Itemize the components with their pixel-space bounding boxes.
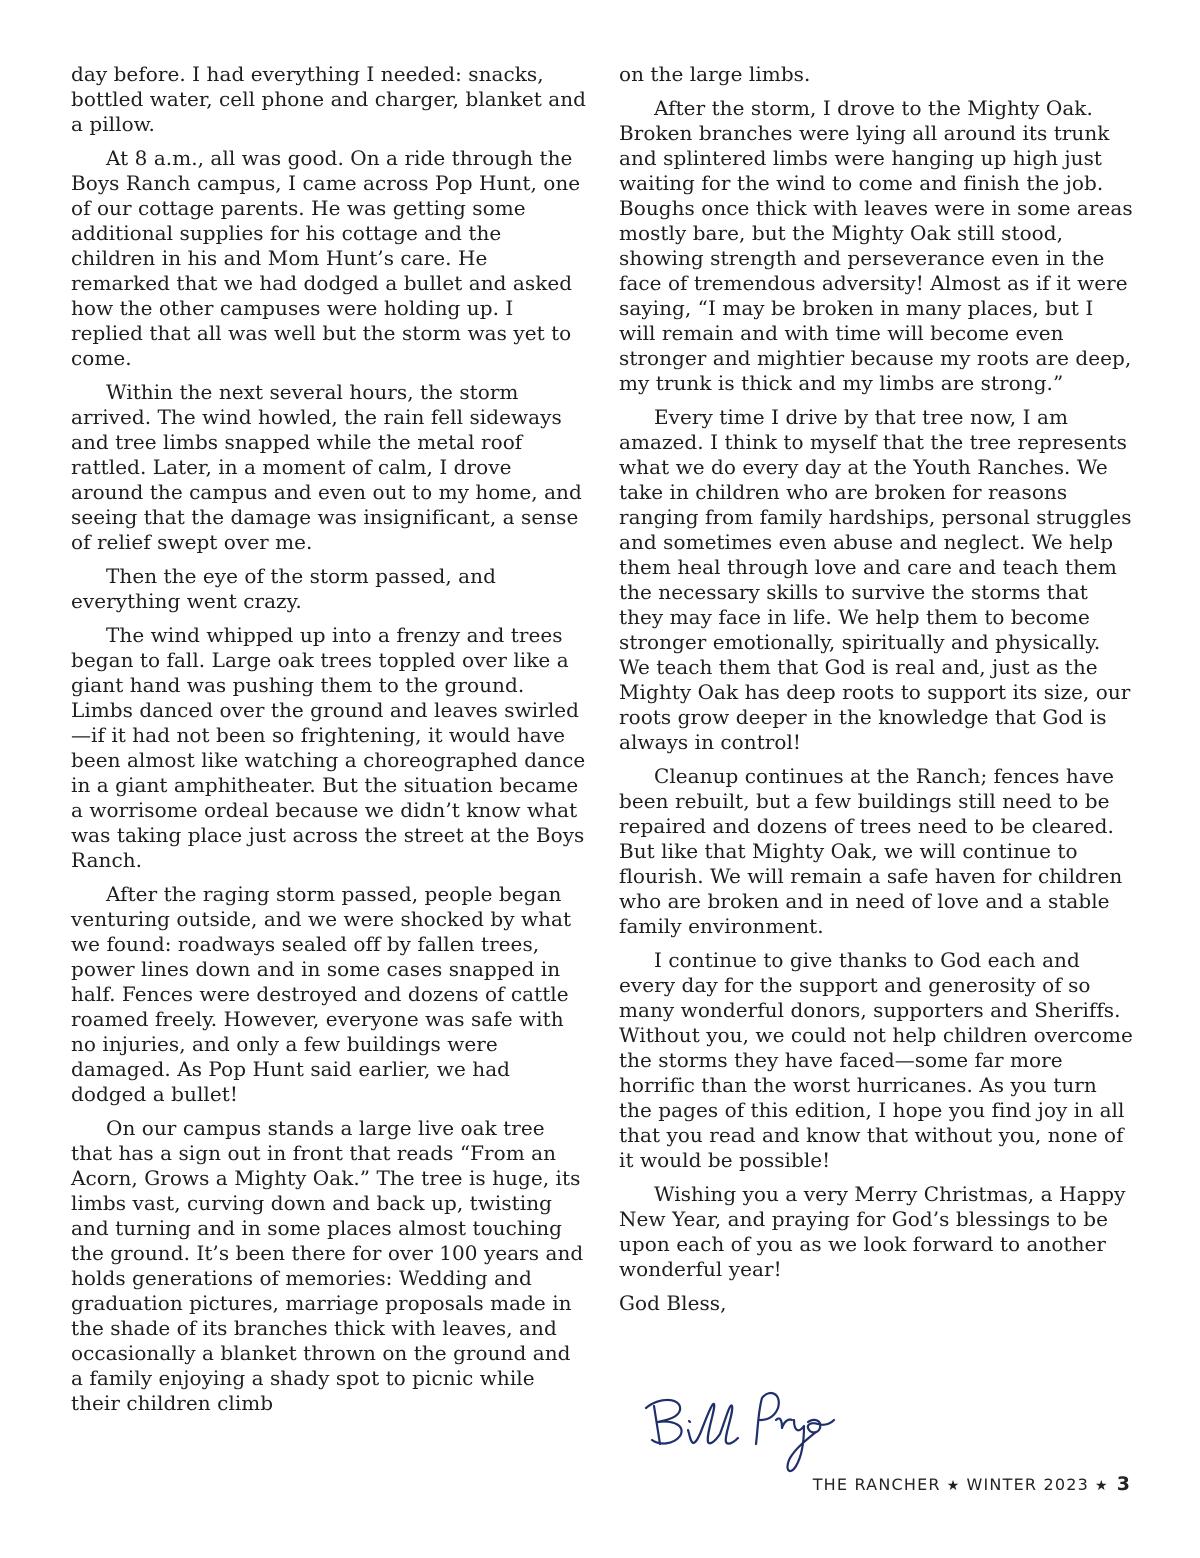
paragraph: Cleanup continues at the Ranch; fences have been rebuilt, but a few buildings still need to be repaired and dozens of trees need to be cleared. But like that Mighty Oak, we will continue to flourish. We will remain a safe haven for children who are broken and in need of love and a stable family environment. (619, 764, 1123, 938)
paragraph: on the large limbs. (619, 62, 811, 86)
star-icon: ★ (946, 1478, 961, 1494)
article-left-column (71, 62, 586, 1425)
paragraph: Every time I drive by that tree now, I am amazed. I think to myself that the tree represents what we do every day at the Youth Ranches. We take in children who are broken for reasons ranging from family hardships, personal struggles and sometimes even abuse and neglect. We help them heal through love and care and teach them the necessary skills to survive the storms that they may face in life. We help them to become stronger emotionally, spiritually and physically. We teach them that God is real and, just as the Mighty Oak has deep roots to support its size, our roots grow deeper in the knowledge that God is always in control! (619, 405, 1132, 754)
page-footer (813, 1473, 1130, 1495)
paragraph: On our campus stands a large live oak tree that has a sign out in front that reads “From an Acorn, Grows a Mighty Oak.” The tree is huge, its limbs vast, curving down and back up, twisting and turning and in some places almost touching the ground. It’s been there for over 100 years and holds generations of memories: Wedding and graduation pictures, marriage proposals made in the shade of its branches thick with leaves, and occasionally a blanket thrown on the ground and a family enjoying a shady spot to picnic while their children climb (71, 1116, 584, 1415)
paragraph: The wind whipped up into a frenzy and trees began to fall. Large oak trees toppled over like a giant hand was pushing them to the ground. Limbs danced over the ground and leaves swirled—if it had not been so frightening, it would have been almost like watching a choreographed dance in a giant amphitheater. But the situation became a worrisome ordeal because we didn’t know what was taking place just across the street at the Boys Ranch. (71, 623, 586, 872)
closing-salutation: God Bless, (619, 1291, 727, 1315)
paragraph: I continue to give thanks to God each and every day for the support and generosity of so many wonderful donors, supporters and Sheriffs. Without you, we could not help children overcome the storms they have faced—some far more horrific than the worst hurricanes. As you turn the pages of this edition, I hope you find joy in all that you read and know that without you, none of it would be possible! (619, 948, 1133, 1172)
paragraph: At 8 a.m., all was good. On a ride through the Boys Ranch campus, I came across Pop Hunt, one of our cottage parents. He was getting some additional supplies for his cottage and the children in his and Mom Hunt’s care. He remarked that we had dodged a bullet and asked how the other campuses were holding up. I replied that all was well but the storm was yet to come. (71, 146, 581, 370)
paragraph: Within the next several hours, the storm arrived. The wind howled, the rain fell sideways and tree limbs snapped while the metal roof rattled. Later, in a moment of calm, I drove around the campus and even out to my home, and seeing that the damage was insignificant, a sense of relief swept over me. (71, 380, 582, 554)
paragraph: After the raging storm passed, people began venturing outside, and we were shocked by what we found: roadways sealed off by fallen trees, power lines down and in some cases snapped in half. Fences were destroyed and dozens of cattle roamed freely. However, everyone was safe with no injuries, and only a few buildings were damaged. As Pop Hunt said earlier, we had dodged a bullet! (71, 882, 572, 1106)
paragraph: After the storm, I drove to the Mighty Oak. Broken branches were lying all around its trunk and splintered limbs were hanging up high just waiting for the wind to come and finish the job. Boughs once thick with leaves were in some areas mostly bare, but the Mighty Oak still stood, showing strength and perseverance even in the face of tremendous adversity! Almost as if it were saying, “I may be broken in many places, but I will remain and with time will become even stronger and mightier because my roots are deep, my trunk is thick and my limbs are strong.” (619, 96, 1133, 395)
paragraph: day before. I had everything I needed: snacks, bottled water, cell phone and charger, blanket and a pillow. (71, 62, 586, 136)
publication-name: THE RANCHER (812, 1475, 941, 1494)
paragraph: Wishing you a very Merry Christmas, a Happy New Year, and praying for God’s blessings to be upon each of you as we look forward to another wonderful year! (619, 1182, 1126, 1281)
signature-icon (640, 1384, 850, 1484)
star-icon: ★ (1095, 1478, 1109, 1494)
issue-label: WINTER 2023 (966, 1475, 1089, 1494)
page-number: 3 (1116, 1473, 1130, 1495)
article-right-column (619, 62, 1134, 1325)
paragraph: Then the eye of the storm passed, and everything went crazy. (71, 564, 496, 613)
